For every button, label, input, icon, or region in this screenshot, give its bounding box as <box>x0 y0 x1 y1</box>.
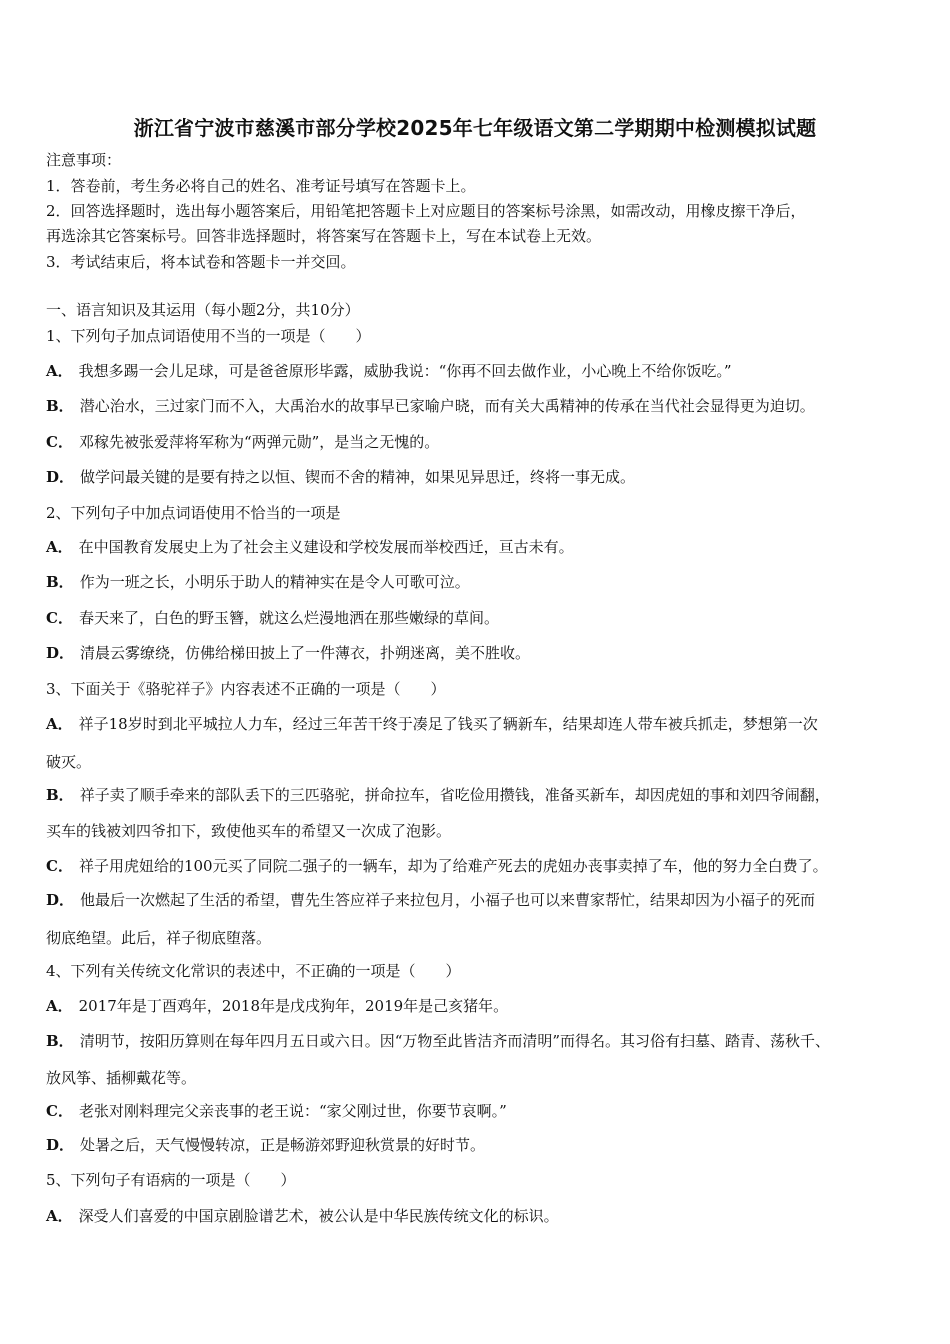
notice-item: 3．考试结束后，将本试卷和答题卡一并交回。 <box>46 253 356 271</box>
option-text: 做学问最关键的是要有持之以恒、锲而不舍的精神，如果见异思迁，终将一事无成。 <box>80 468 636 486</box>
option-label: B． <box>46 397 74 415</box>
question-stem: 1、下列句子加点词语使用不当的一项是（ ） <box>46 327 371 345</box>
option-text: 潜心治水，三过家门而不入，大禹治水的故事早已家喻户晓，而有关大禹精神的传承在当代社会显得更为迫切。 <box>79 397 815 415</box>
option-text: 清明节，按阳历算则在每年四月五日或六日。因“万物至此皆洁齐而清明”而得名。其习俗有扫墓、踏青、荡秋千、 <box>79 1032 831 1050</box>
option-d <box>46 643 910 663</box>
option-label: A． <box>46 538 73 556</box>
option-label: B． <box>46 786 74 804</box>
option-text: 2017年是丁酉鸡年，2018年是戊戌狗年，2019年是己亥猪年。 <box>78 997 509 1015</box>
option-b <box>46 396 910 416</box>
option-label: B． <box>46 1032 74 1050</box>
option-a <box>46 1206 910 1226</box>
option-label: D． <box>46 891 75 909</box>
option-label: D． <box>46 644 75 662</box>
option-label: D． <box>46 468 75 486</box>
option-continuation: 破灭。 <box>46 753 92 771</box>
option-c <box>46 608 910 628</box>
option-continuation: 彻底绝望。此后，祥子彻底堕落。 <box>46 929 272 947</box>
option-label: D． <box>46 1136 75 1154</box>
option-d <box>46 467 910 487</box>
notice-item: 再选涂其它答案标号。回答非选择题时，将答案写在答题卡上，写在本试卷上无效。 <box>46 227 602 245</box>
option-b <box>46 1031 910 1051</box>
option-continuation: 放风筝、插柳戴花等。 <box>46 1069 197 1087</box>
option-d <box>46 1135 910 1155</box>
notice-heading: 注意事项： <box>46 151 122 169</box>
option-b <box>46 572 910 592</box>
option-text: 我想多踢一会儿足球，可是爸爸原形毕露，威胁我说：“你再不回去做作业，小心晚上不给你饭吃。” <box>78 362 732 380</box>
page-title: 浙江省宁波市慈溪市部分学校2025年七年级语文第二学期期中检测模拟试题 <box>133 116 817 140</box>
question-stem: 4、下列有关传统文化常识的表述中，不正确的一项是（ ） <box>46 962 461 980</box>
option-a <box>46 361 910 381</box>
notice-item: 1．答卷前，考生务必将自己的姓名、准考证号填写在答题卡上。 <box>46 177 476 195</box>
option-text: 处暑之后，天气慢慢转凉，正是畅游郊野迎秋赏景的好时节。 <box>80 1136 486 1154</box>
section-heading: 一、语言知识及其运用（每小题2分，共10分） <box>46 301 360 319</box>
option-text: 春天来了，白色的野玉簪，就这么烂漫地洒在那些嫩绿的草间。 <box>78 609 499 627</box>
option-text: 清晨云雾缭绕，仿佛给梯田披上了一件薄衣，扑朔迷离，美不胜收。 <box>80 644 531 662</box>
option-label: C． <box>46 1102 73 1120</box>
option-label: A． <box>46 362 73 380</box>
option-c <box>46 1101 910 1121</box>
option-label: C． <box>46 433 73 451</box>
option-b <box>46 785 910 805</box>
option-text: 祥子卖了顺手牵来的部队丢下的三匹骆驼，拼命拉车，省吃俭用攒钱，准备买新车，却因虎妞的事和刘四爷闹翻， <box>79 786 830 804</box>
option-label: A． <box>46 1207 73 1225</box>
option-a <box>46 996 910 1016</box>
question-stem: 3、下面关于《骆驼祥子》内容表述不正确的一项是（ ） <box>46 680 446 698</box>
option-text: 邓稼先被张爱萍将军称为“两弹元勋”，是当之无愧的。 <box>78 433 440 451</box>
option-label: B． <box>46 573 74 591</box>
question-stem: 2、下列句子中加点词语使用不恰当的一项是 <box>46 504 341 522</box>
option-a <box>46 714 910 734</box>
option-text: 在中国教育发展史上为了社会主义建设和学校发展而举校西迁，亘古未有。 <box>78 538 574 556</box>
option-text: 他最后一次燃起了生活的希望，曹先生答应祥子来拉包月，小福子也可以来曹家帮忙，结果却因为小福子的死而 <box>80 891 816 909</box>
option-label: A． <box>46 715 73 733</box>
option-label: C． <box>46 857 73 875</box>
question-stem: 5、下列句子有语病的一项是（ ） <box>46 1171 296 1189</box>
option-label: A． <box>46 997 73 1015</box>
option-label: C． <box>46 609 73 627</box>
option-c <box>46 856 910 876</box>
option-c <box>46 432 910 452</box>
option-text: 老张对刚料理完父亲丧事的老王说：“家父刚过世，你要节哀啊。” <box>78 1102 507 1120</box>
option-continuation: 买车的钱被刘四爷扣下，致使他买车的希望又一次成了泡影。 <box>46 822 452 840</box>
option-a <box>46 537 910 557</box>
option-d <box>46 890 910 910</box>
option-text: 祥子用虎妞给的100元买了同院二强子的一辆车，却为了给难产死去的虎妞办丧事卖掉了车，他的努力全白费了。 <box>78 857 828 875</box>
option-text: 深受人们喜爱的中国京剧脸谱艺术，被公认是中华民族传统文化的标识。 <box>78 1207 559 1225</box>
option-text: 作为一班之长，小明乐于助人的精神实在是令人可歌可泣。 <box>79 573 470 591</box>
notice-item: 2．回答选择题时，选出每小题答案后，用铅笔把答题卡上对应题目的答案标号涂黑，如需改动，用橡皮擦干净后， <box>46 202 806 220</box>
option-text: 祥子18岁时到北平城拉人力车，经过三年苦干终于凑足了钱买了辆新车，结果却连人带车被兵抓走，梦想第一次 <box>78 715 818 733</box>
